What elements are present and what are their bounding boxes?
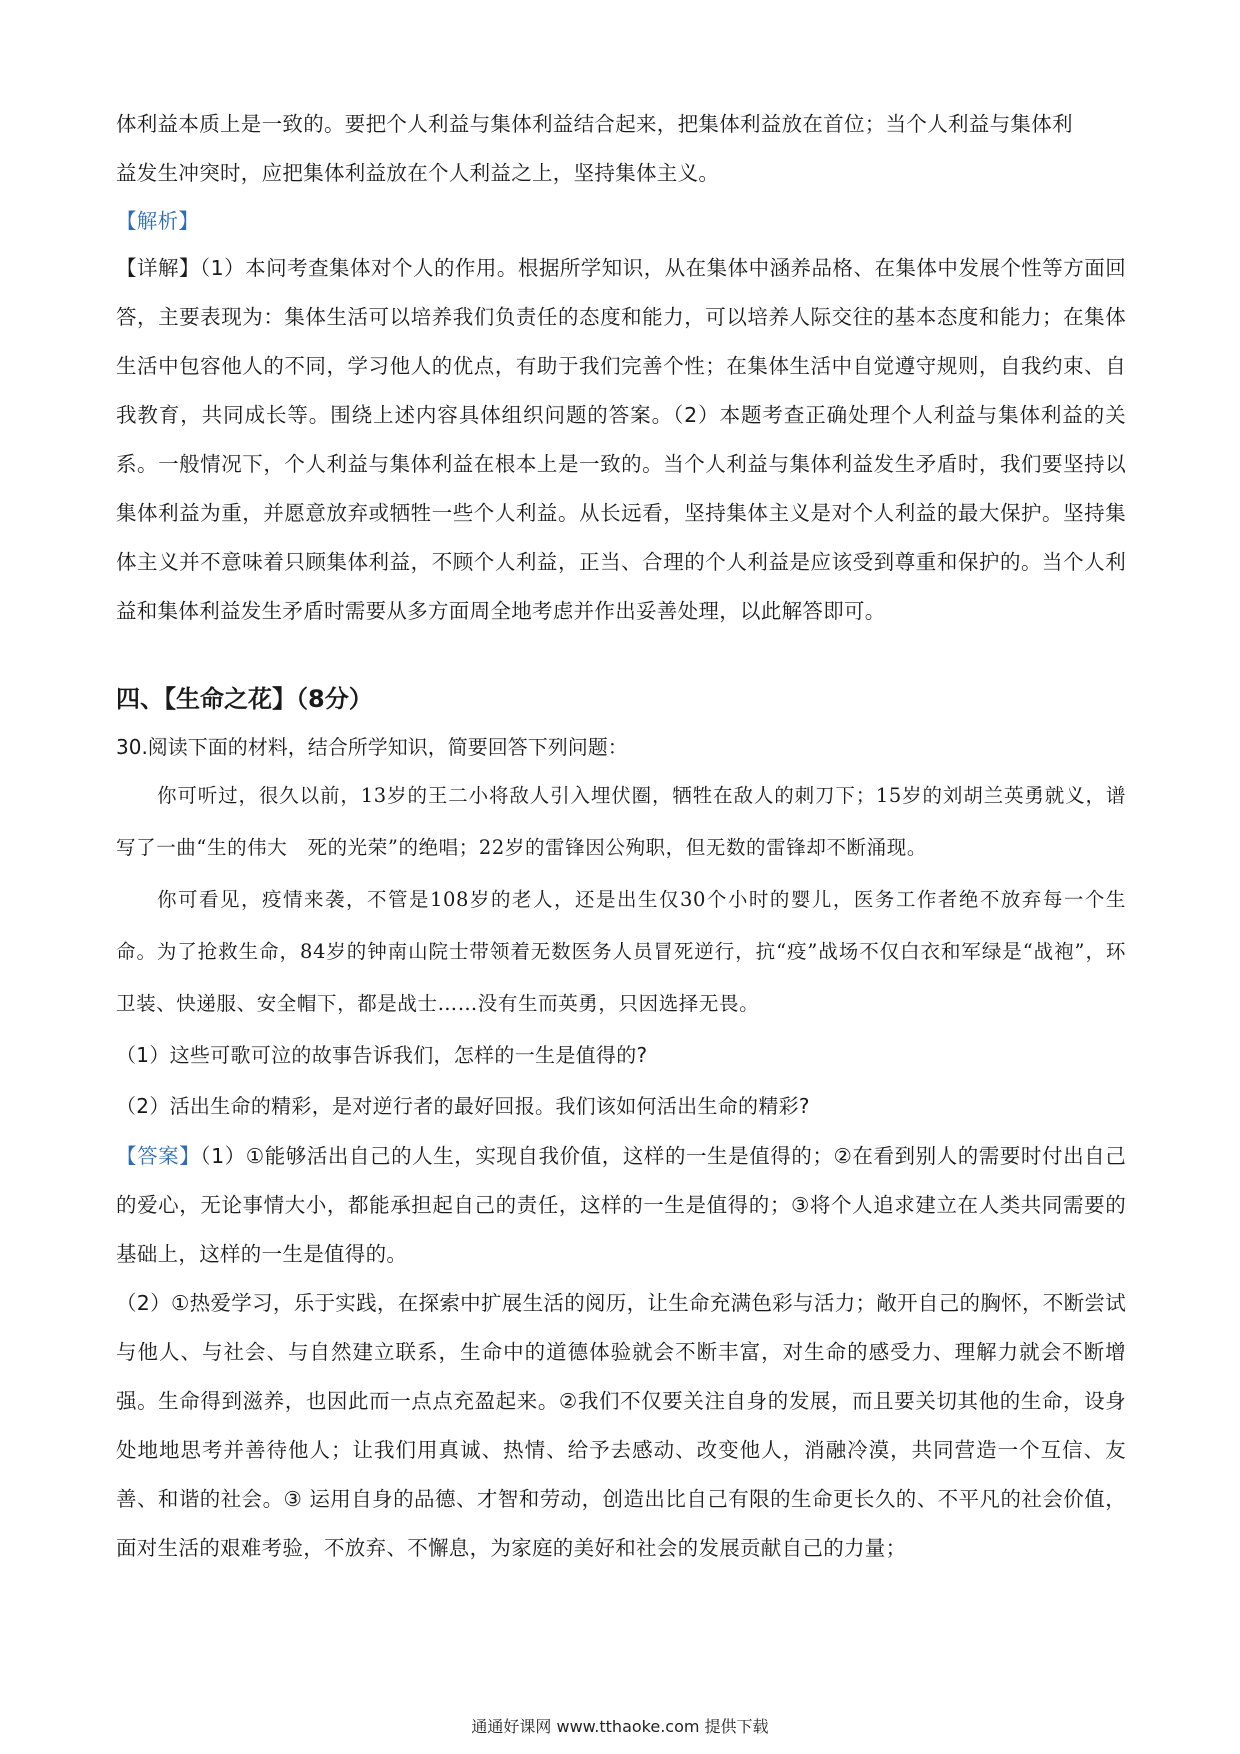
sub-question-1: （1）这些可歌可泣的故事告诉我们，怎样的一生是值得的? <box>116 1043 648 1067</box>
material-paragraph: 你可看见，疫情来袭，不管是108岁的老人，还是出生仅30个小时的婴儿，医务工作者绝不放弃每一个生命。为了抢救生命，84岁的钟南山院士带领着无数医务人员冒死逆行，抗“疫”战场不仅白衣和军绿是“战袍”，环卫装、快递服、安全帽下，都是战士……没有生而英勇，只因选择无畏。 <box>116 888 1126 1015</box>
paragraph-line: 益发生冲突时，应把集体利益放在个人利益之上，坚持集体主义。 <box>116 161 720 185</box>
answer-tag: 【答案】 <box>116 1144 201 1168</box>
answer-paragraph-1 <box>116 1132 1126 1279</box>
page-footer: 通通好课网 www.tthaoke.com 提供下载 <box>471 1717 769 1736</box>
paragraph-line: 体利益本质上是一致的。要把个人利益与集体利益结合起来，把集体利益放在首位；当个人利益与集体利 <box>116 112 1073 136</box>
question-stem: 30.阅读下面的材料，结合所学知识，简要回答下列问题： <box>116 735 628 759</box>
answer-1-text: （1）①能够活出自己的人生，实现自我价值，这样的一生是值得的；②在看到别人的需要时付出自己的爱心，无论事情大小，都能承担起自己的责任，这样的一生是值得的；③将个人追求建立在人类共同需要的基础上，这样的一生是值得的。 <box>116 1144 1126 1266</box>
material-paragraph: 你可听过，很久以前，13岁的王二小将敌人引入埋伏圈，牺牲在敌人的刺刀下；15岁的刘胡兰英勇就义，谱写了一曲“生的伟大 死的光荣”的绝唱；22岁的雷锋因公殉职，但无数的雷锋却不断涌现。 <box>116 784 1126 859</box>
analysis-tag: 【解析】 <box>116 209 200 233</box>
detail-paragraph <box>116 244 1126 636</box>
detail-text: （1）本问考查集体对个人的作用。根据所学知识，从在集体中涵养品格、在集体中发展个性等方面回答，主要表现为：集体生活可以培养我们负责任的态度和能力，可以培养人际交往的基本态度和能力；在集体生活中包容他人的不同，学习他人的优点，有助于我们完善个性；在集体生活中自觉遵守规则，自我约束、自我教育，共同成长等。围绕上述内容具体组织问题的答案。（2）本题考查正确处理个人利益与集体利益的关系。一般情况下，个人利益与集体利益在根本上是一致的。当个人利益与集体利益发生矛盾时，我们要坚持以集体利益为重，并愿意放弃或牺牲一些个人利益。从长远看，坚持集体主义是对个人利益的最大保护。坚持集体主义并不意味着只顾集体利益，不顾个人利益，正当、合理的个人利益是应该受到尊重和保护的。当个人利益和集体利益发生矛盾时需要从多方面周全地考虑并作出妥善处理，以此解答即可。 <box>116 256 1127 623</box>
page-content <box>116 100 1126 1573</box>
reading-material <box>116 770 1126 1030</box>
sub-question-2: （2）活出生命的精彩，是对逆行者的最好回报。我们该如何活出生命的精彩? <box>116 1094 810 1118</box>
analysis-heading <box>116 198 1126 244</box>
section-title: 四、【生命之花】（8分） <box>116 685 373 713</box>
answer-paragraph-2: （2）①热爱学习，乐于实践，在探索中扩展生活的阅历，让生命充满色彩与活力；敞开自己的胸怀，不断尝试与他人、与社会、与自然建立联系，生命中的道德体验就会不断丰富，对生命的感受力、理解力就会不断增强。生命得到滋养，也因此而一点点充盈起来。②我们不仅要关注自身的发展，而且要关切其他的生命，设身处地地思考并善待他人；让我们用真诚、热情、给予去感动、改变他人，消融冷漠，共同营造一个互信、友善、和谐的社会。③ 运用自身的品德、才智和劳动，创造出比自己有限的生命更长久的、不平凡的社会价值，面对生活的艰难考验，不放弃、不懈息，为家庭的美好和社会的发展贡献自己的力量； <box>116 1291 1126 1560</box>
detail-tag: 【详解】 <box>116 256 200 280</box>
